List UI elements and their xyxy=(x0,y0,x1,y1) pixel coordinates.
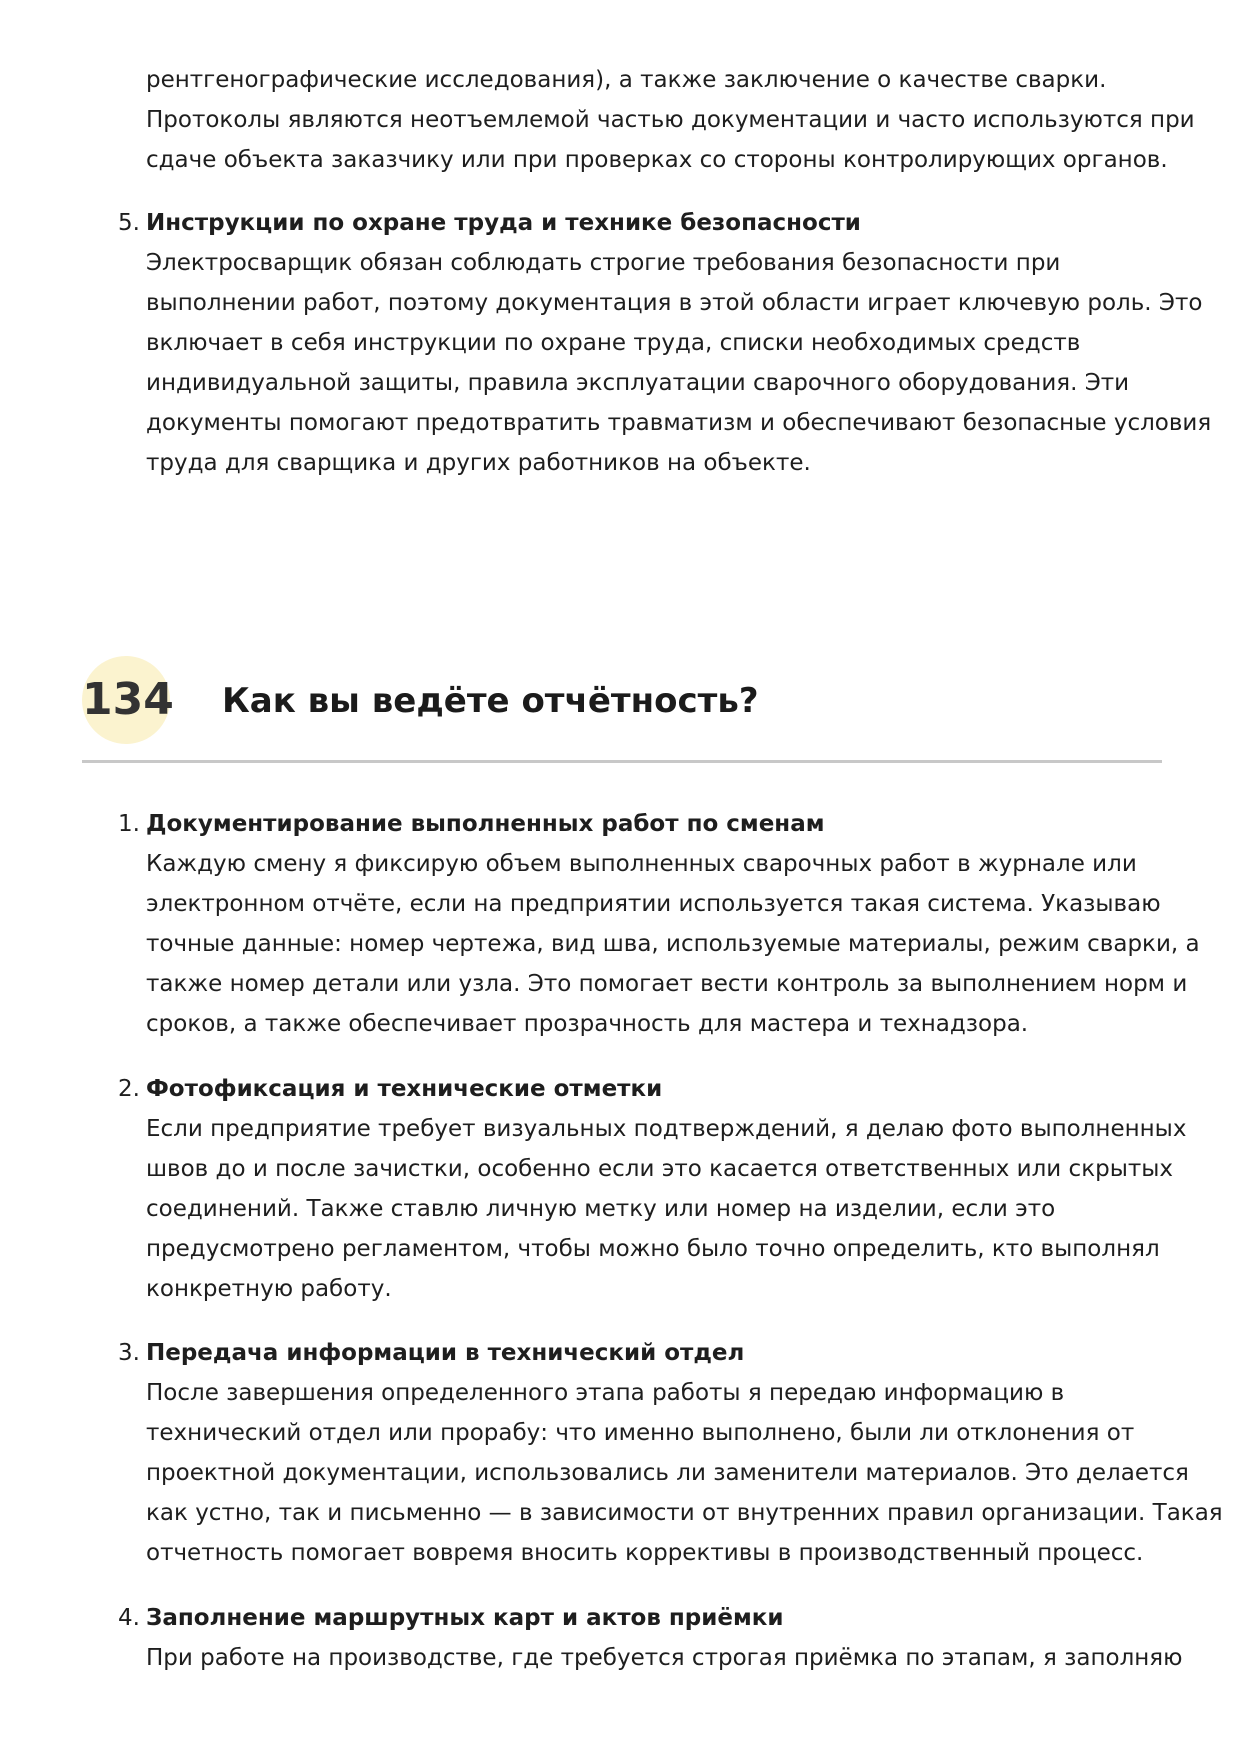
list-item-body xyxy=(146,243,1211,483)
text-line: как устно, так и письменно — в зависимости от внутренних правил организации. Такая xyxy=(146,1500,1223,1526)
text-line: индивидуальной защиты, правила эксплуатации сварочного оборудования. Эти xyxy=(146,370,1130,396)
question-header xyxy=(82,640,1162,762)
text-line: сроков, а также обеспечивает прозрачность для мастера и технадзора. xyxy=(146,1011,1029,1037)
list-item-number: 5. xyxy=(118,210,140,236)
text-line: предусмотрено регламентом, чтобы можно было точно определить, кто выполнял xyxy=(146,1236,1160,1262)
text-line: выполнении работ, поэтому документация в этой области играет ключевую роль. Это xyxy=(146,290,1203,316)
text-line: труда для сварщика и других работников на объекте. xyxy=(146,450,811,476)
header-divider xyxy=(82,760,1162,763)
list-item-title: Заполнение маршрутных карт и актов приёмки xyxy=(146,1605,784,1631)
text-line: После завершения определенного этапа работы я передаю информацию в xyxy=(146,1380,1065,1406)
text-line: Каждую смену я фиксирую объем выполненных сварочных работ в журнале или xyxy=(146,851,1137,877)
text-line: проектной документации, использовались ли заменители материалов. Это делается xyxy=(146,1460,1189,1486)
question-title: Как вы ведёте отчётность? xyxy=(222,681,759,721)
text-line: рентгенографические исследования), а также заключение о качестве сварки. xyxy=(146,67,1107,93)
list-item-number: 3. xyxy=(118,1340,140,1366)
text-line: швов до и после зачистки, особенно если это касается ответственных или скрытых xyxy=(146,1156,1174,1182)
list-item-number: 4. xyxy=(118,1605,140,1631)
text-line: отчетность помогает вовремя вносить коррективы в производственный процесс. xyxy=(146,1540,1144,1566)
list-item-title: Инструкции по охране труда и технике безопасности xyxy=(146,210,861,236)
text-line: Если предприятие требует визуальных подтверждений, я делаю фото выполненных xyxy=(146,1116,1187,1142)
list-item-body xyxy=(146,1109,1186,1309)
text-line: конкретную работу. xyxy=(146,1276,392,1302)
text-line: точные данные: номер чертежа, вид шва, используемые материалы, режим сварки, а xyxy=(146,931,1200,957)
list-item-body xyxy=(146,1373,1223,1573)
text-line: включает в себя инструкции по охране труда, списки необходимых средств xyxy=(146,330,1081,356)
text-line: технический отдел или прорабу: что именно выполнено, были ли отклонения от xyxy=(146,1420,1135,1446)
list-item-title: Фотофиксация и технические отметки xyxy=(146,1076,663,1102)
list-item-number: 1. xyxy=(118,811,140,837)
list-item-number: 2. xyxy=(118,1076,140,1102)
text-line: сдаче объекта заказчику или при проверках со стороны контролирующих органов. xyxy=(146,147,1168,173)
text-line: Электросварщик обязан соблюдать строгие требования безопасности при xyxy=(146,250,1061,276)
list-item-body xyxy=(146,844,1200,1044)
text-line: соединений. Также ставлю личную метку или номер на изделии, если это xyxy=(146,1196,1056,1222)
continuation-paragraph xyxy=(146,60,1195,180)
question-number: 134 xyxy=(82,674,174,725)
list-item-title: Передача информации в технический отдел xyxy=(146,1340,745,1366)
text-line: Протоколы являются неотъемлемой частью документации и часто используются при xyxy=(146,107,1195,133)
text-line: также номер детали или узла. Это помогает вести контроль за выполнением норм и xyxy=(146,971,1188,997)
text-line: При работе на производстве, где требуется строгая приёмка по этапам, я заполняю xyxy=(146,1645,1183,1671)
list-item-title: Документирование выполненных работ по сменам xyxy=(146,811,825,837)
text-line: документы помогают предотвратить травматизм и обеспечивают безопасные условия xyxy=(146,410,1212,436)
list-item-body xyxy=(146,1638,1183,1678)
text-line: электронном отчёте, если на предприятии используется такая система. Указываю xyxy=(146,891,1161,917)
